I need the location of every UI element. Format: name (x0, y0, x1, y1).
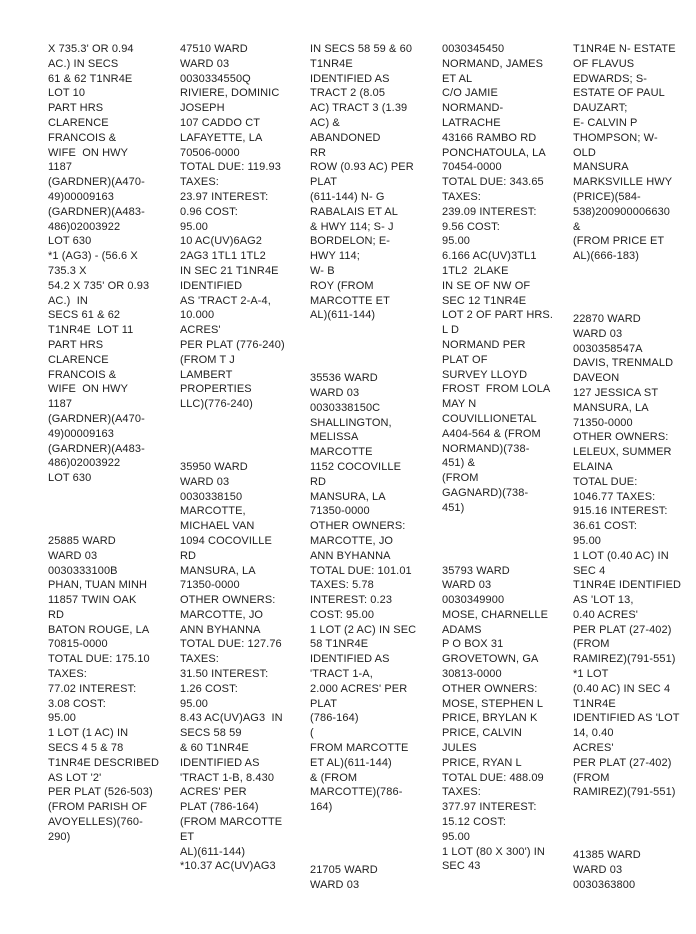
text-line: MANSURA (573, 161, 629, 174)
text-line: RD (310, 475, 327, 488)
text-line: *10.37 AC(UV)AG3 (180, 860, 276, 873)
text-line: LOT 630 (48, 235, 92, 248)
text-line: 3.08 COST: (48, 697, 106, 710)
text-line: 95.00 (180, 220, 209, 233)
text-line: (FROM PARISH OF (48, 801, 148, 814)
text-line: NORMAND)(738- (442, 442, 530, 455)
text-line: AL)(611-144) (310, 309, 376, 322)
text-line: 14, 0.40 (573, 727, 614, 740)
text-line: AL)(666-183) (573, 250, 640, 263)
text-line: PER PLAT (27-402) (573, 756, 672, 769)
text-line: 47510 WARD (180, 43, 248, 55)
text-line: 127 JESSICA ST (573, 386, 659, 399)
text-line: W- B (310, 264, 335, 277)
text-line: IDENTIFIED AS (180, 756, 260, 769)
text-line: LATRACHE (442, 116, 501, 129)
text-line: TAXES: 5.78 (310, 579, 374, 592)
text-line: SECS 61 & 62 (48, 309, 121, 322)
text-line: TRACT 2 (8.05 (310, 87, 386, 100)
text-line: T1NR4E N- ESTATE (573, 43, 676, 55)
text-line: FRANCOIS & (48, 368, 117, 381)
text-line: PART HRS (48, 102, 104, 115)
text-line: TOTAL DUE: 488.09 (442, 771, 544, 784)
text-line: PHAN, TUAN MINH (48, 579, 148, 592)
text-line: MARCOTTE (310, 446, 373, 459)
text-line: 95.00 (48, 712, 77, 725)
text-line: DAVIS, TRENMALD (573, 357, 674, 370)
listing-block (48, 534, 172, 845)
text-line: CLARENCE (48, 353, 109, 366)
text-line: 0030349900 (442, 594, 505, 607)
text-line: ET (180, 830, 195, 843)
text-line: 49)00009163 (48, 190, 114, 203)
text-line: 0030363800 (573, 878, 636, 891)
text-line: WARD 03 (573, 864, 623, 877)
text-line: 1 LOT (0.40 AC) IN (573, 549, 669, 562)
text-line: AC) & (310, 116, 340, 129)
text-line: NORMAND PER (442, 338, 526, 351)
text-line: SECS 58 59 (180, 727, 242, 740)
text-line: 70506-0000 (180, 146, 240, 159)
text-line: LOT 10 (48, 87, 86, 100)
text-line: WARD 03 (442, 579, 492, 592)
text-line: ROW (0.93 AC) PER (310, 161, 414, 174)
text-line: 71350-0000 (573, 416, 633, 429)
text-line: SURVEY LLOYD (442, 368, 528, 381)
text-line: DAUZART; (573, 102, 628, 115)
text-line: MELISSA (310, 431, 359, 444)
text-line: 451) & (442, 457, 476, 470)
text-line: PART HRS (48, 338, 104, 351)
text-line: (GARDNER)(A483- (48, 205, 145, 218)
text-line: ( (310, 727, 314, 740)
text-line: IN SE OF NW OF (442, 279, 531, 292)
text-line: RIVIERE, DOMINIC (180, 87, 280, 100)
text-line: PLAT (310, 176, 338, 189)
text-line: (FROM MARCOTTE (180, 816, 283, 829)
text-line: 1TL2 2LAKE (442, 264, 509, 277)
text-line: 451) (442, 501, 465, 514)
text-line: 41385 WARD (573, 849, 641, 862)
text-line: X 735.3' OR 0.94 (48, 43, 134, 55)
text-line: T1NR4E (310, 57, 353, 70)
text-line: ET AL)(611-144) (310, 756, 392, 769)
text-line: NORMAND, JAMES (442, 57, 544, 70)
text-line: WARD 03 (180, 475, 230, 488)
text-line: 0030338150 (180, 490, 243, 503)
listing-block (48, 42, 172, 486)
text-line: OF FLAVUS (573, 57, 635, 70)
text-line: (786-164) (310, 712, 359, 725)
text-line: PRICE, BRYLAN K (442, 712, 538, 725)
text-line: MANSURA, LA (310, 490, 386, 503)
text-line: 0.40 ACRES' (573, 608, 638, 621)
text-line: 0030338150C (310, 401, 381, 414)
text-line: MAY N (442, 398, 477, 411)
text-line: SEC 4 (573, 564, 606, 577)
text-line: LAMBERT (180, 368, 233, 381)
text-line: COUVILLIONETAL (442, 412, 537, 425)
text-line: IN SECS 58 59 & 60 (310, 43, 413, 55)
text-line: 95.00 (573, 534, 602, 547)
text-line: WIFE ON HWY (48, 146, 129, 159)
text-line: FROST FROM LOLA (442, 383, 551, 396)
text-line: 107 CADDO CT (180, 116, 261, 129)
text-line: OTHER OWNERS: (310, 520, 406, 533)
text-line: PRICE, CALVIN (442, 727, 522, 740)
text-line: CLARENCE (48, 116, 109, 129)
text-line: THOMPSON; W- (573, 131, 658, 144)
text-column-3 (310, 42, 434, 893)
listing-block (573, 848, 696, 892)
text-line: 15.12 COST: (442, 816, 507, 829)
text-line: 1152 COCOVILLE (310, 460, 402, 473)
text-line: 1 LOT (80 X 300') IN (442, 845, 545, 858)
text-column-1 (48, 42, 172, 845)
text-line: 31.50 INTEREST: (180, 668, 269, 681)
text-line: 6.166 AC(UV)3TL1 (442, 250, 537, 263)
text-line: SEC 12 T1NR4E (442, 294, 527, 307)
text-line: 22870 WARD (573, 312, 641, 325)
text-line: MANSURA, LA (573, 401, 649, 414)
text-line: IDENTIFIED AS 'LOT (573, 712, 680, 725)
text-line: 71350-0000 (310, 505, 370, 518)
text-line: WARD 03 (573, 327, 623, 340)
text-line: MARCOTTE, JO (180, 608, 264, 621)
text-line: & HWY 114; S- J (310, 220, 394, 233)
text-line: 70454-0000 (442, 161, 502, 174)
text-line: ROY (FROM (310, 279, 374, 292)
text-line: (FROM (442, 472, 479, 485)
text-line: RAMIREZ)(791-551) (573, 653, 676, 666)
text-line: 2.000 ACRES' PER (310, 682, 408, 695)
text-line: AS 'LOT 13, (573, 594, 634, 607)
text-line: AVOYELLES)(760- (48, 816, 143, 829)
text-line: PER PLAT (776-240) (180, 338, 285, 351)
text-line: 377.97 INTEREST: (442, 801, 537, 814)
text-line: HWY 114; (310, 250, 360, 263)
text-line: PLAT (310, 697, 338, 710)
text-line: 71350-0000 (180, 579, 240, 592)
text-line: ELAINA (573, 460, 613, 473)
text-line: TOTAL DUE: 343.65 (442, 176, 544, 189)
text-line: ACRES' PER (180, 786, 247, 799)
text-line: PER PLAT (526-503) (48, 786, 153, 799)
text-line: IDENTIFIED AS (310, 653, 390, 666)
text-line: PLAT OF (442, 353, 488, 366)
text-line: IDENTIFIED AS (310, 72, 390, 85)
text-line: 0.96 COST: (180, 205, 238, 218)
text-line: OTHER OWNERS: (442, 682, 538, 695)
text-line: JULES (442, 742, 477, 755)
text-line: 54.2 X 735' OR 0.93 (48, 279, 150, 292)
text-line: GROVETOWN, GA (442, 653, 539, 666)
text-line: *1 LOT (573, 668, 609, 681)
text-line: 9.56 COST: (442, 220, 500, 233)
text-line: TAXES: (180, 176, 219, 189)
text-line: L D (442, 324, 460, 337)
text-line: TOTAL DUE: (573, 475, 638, 488)
text-line: 95.00 (180, 697, 209, 710)
text-line: (FROM (573, 638, 610, 651)
text-line: 'TRACT 1-B, 8.430 (180, 771, 275, 784)
text-line: 0030358547A (573, 342, 643, 355)
text-line: *1 (AG3) - (56.6 X (48, 250, 138, 263)
text-line: FROM MARCOTTE (310, 742, 409, 755)
text-line: LELEUX, SUMMER (573, 446, 672, 459)
text-line: MARCOTTE, (180, 505, 246, 518)
text-line: OTHER OWNERS: (180, 594, 276, 607)
text-line: ANN BYHANNA (310, 549, 391, 562)
text-line: LOT 630 (48, 472, 92, 485)
text-line: 1.26 COST: (180, 682, 238, 695)
text-line: TOTAL DUE: 175.10 (48, 653, 150, 666)
text-line: WARD 03 (48, 549, 98, 562)
text-line: BORDELON; E- (310, 235, 391, 248)
text-line: IDENTIFIED (180, 279, 243, 292)
text-line: RD (48, 608, 65, 621)
listing-block (442, 42, 566, 516)
listing-block (573, 42, 696, 264)
text-line: RABALAIS ET AL (310, 205, 399, 218)
text-line: 735.3 X (48, 264, 87, 277)
text-line: SECS 4 5 & 78 (48, 742, 124, 755)
text-line: 538)200900006630 (573, 205, 671, 218)
text-line: & (FROM (310, 771, 358, 784)
text-line: ET AL (442, 72, 473, 85)
text-line: AS LOT '2' (48, 771, 102, 784)
text-line: 10 AC(UV)6AG2 (180, 235, 263, 248)
text-line: 36.61 COST: (573, 520, 638, 533)
text-line: 0030333100B (48, 564, 118, 577)
text-line: (PRICE)(584- (573, 190, 641, 203)
listing-block (310, 863, 434, 893)
text-line: C/O JAMIE (442, 87, 498, 100)
text-line: ANN BYHANNA (180, 623, 261, 636)
text-column-5 (573, 42, 696, 893)
text-line: TAXES: (442, 190, 481, 203)
text-line: 70815-0000 (48, 638, 108, 651)
text-line: 11857 TWIN OAK (48, 594, 137, 607)
text-line: 58 T1NR4E (310, 638, 369, 651)
text-line: T1NR4E DESCRIBED (48, 756, 160, 769)
text-line: TAXES: (48, 668, 87, 681)
text-line: MARKSVILLE HWY (573, 176, 673, 189)
listing-block (180, 460, 304, 874)
text-line: AC) TRACT 3 (1.39 (310, 102, 408, 115)
text-line: 10.000 (180, 309, 215, 322)
text-line: & 60 T1NR4E (180, 742, 249, 755)
text-line: MOSE, CHARNELLE (442, 608, 549, 621)
text-line: 43166 RAMBO RD (442, 131, 537, 144)
text-line: 35793 WARD (442, 564, 510, 577)
listing-block (310, 371, 434, 815)
text-line: MOSE, STEPHEN L (442, 697, 544, 710)
text-line: (0.40 AC) IN SEC 4 (573, 682, 671, 695)
text-line: PROPERTIES (180, 383, 252, 396)
text-line: INTEREST: 0.23 (310, 594, 393, 607)
text-line: 35536 WARD (310, 372, 378, 385)
text-line: 23.97 INTEREST: (180, 190, 269, 203)
text-line: PER PLAT (27-402) (573, 623, 672, 636)
text-line: SEC 43 (442, 860, 481, 873)
text-line: TOTAL DUE: 101.01 (310, 564, 412, 577)
text-line: 0030334550Q (180, 72, 251, 85)
text-line: WIFE ON HWY (48, 383, 129, 396)
text-line: 0030345450 (442, 43, 505, 55)
text-line: JOSEPH (180, 102, 225, 115)
text-line: 77.02 INTEREST: (48, 682, 137, 695)
text-line: T1NR4E (573, 697, 616, 710)
text-line: LLC)(776-240) (180, 398, 253, 411)
text-line: COST: 95.00 (310, 608, 375, 621)
text-line: (FROM T J (180, 353, 235, 366)
text-line: RR (310, 146, 327, 159)
text-line: LOT 2 OF PART HRS. (442, 309, 554, 322)
text-line: EDWARDS; S- (573, 72, 648, 85)
text-line: & (573, 220, 581, 233)
text-line: 915.16 INTEREST: (573, 505, 668, 518)
text-line: TOTAL DUE: 127.76 (180, 638, 282, 651)
text-line: 61 & 62 T1NR4E (48, 72, 133, 85)
text-line: (FROM (573, 771, 610, 784)
text-line: 1187 (48, 161, 73, 174)
text-line: 95.00 (442, 830, 471, 843)
text-line: AS 'TRACT 2-A-4, (180, 294, 271, 307)
text-line: (611-144) N- G (310, 190, 385, 203)
text-line: TAXES: (442, 786, 481, 799)
text-line: TOTAL DUE: 119.93 (180, 161, 281, 174)
text-line: 8.43 AC(UV)AG3 IN (180, 712, 283, 725)
text-line: 1 LOT (2 AC) IN SEC (310, 623, 417, 636)
text-column-4 (442, 42, 566, 874)
text-line: E- CALVIN P (573, 116, 638, 129)
text-line: SHALLINGTON, (310, 416, 392, 429)
text-line: WARD 03 (180, 57, 230, 70)
text-column-2 (180, 42, 304, 874)
text-line: FRANCOIS & (48, 131, 117, 144)
text-line: ESTATE OF PAUL (573, 87, 665, 100)
text-line: ABANDONED (310, 131, 381, 144)
text-line: MARCOTTE)(786- (310, 786, 403, 799)
text-line: MARCOTTE, JO (310, 534, 394, 547)
text-line: DAVEON (573, 372, 620, 385)
text-line: T1NR4E IDENTIFIED (573, 579, 682, 592)
text-line: WARD 03 (310, 878, 360, 891)
text-line: ADAMS (442, 623, 482, 636)
listing-block (310, 42, 434, 323)
text-line: 21705 WARD (310, 864, 378, 877)
text-line: MARCOTTE ET (310, 294, 390, 307)
listing-block (180, 42, 304, 412)
text-line: 35950 WARD (180, 460, 248, 473)
text-line: 1046.77 TAXES: (573, 490, 656, 503)
text-line: OTHER OWNERS: (573, 431, 669, 444)
text-line: 30813-0000 (442, 668, 502, 681)
text-line: 95.00 (442, 235, 471, 248)
text-line: RD (180, 549, 197, 562)
text-line: P O BOX 31 (442, 638, 504, 651)
text-line: 290) (48, 830, 71, 843)
text-line: 1 LOT (1 AC) IN (48, 727, 129, 740)
text-line: (GARDNER)(A483- (48, 442, 145, 455)
text-line: 1187 (48, 398, 73, 411)
text-line: 49)00009163 (48, 427, 114, 440)
text-line: 239.09 INTEREST: (442, 205, 537, 218)
text-line: BATON ROUGE, LA (48, 623, 150, 636)
text-line: 'TRACT 1-A, (310, 668, 373, 681)
listing-block (573, 312, 696, 800)
text-line: PLAT (786-164) (180, 801, 259, 814)
text-line: TAXES: (180, 653, 219, 666)
text-line: (GARDNER)(A470- (48, 412, 145, 425)
text-line: MICHAEL VAN (180, 520, 255, 533)
listing-block (442, 564, 566, 875)
text-line: LAFAYETTE, LA (180, 131, 263, 144)
text-line: GAGNARD)(738- (442, 486, 529, 499)
text-line: T1NR4E LOT 11 (48, 324, 134, 337)
text-line: AL)(611-144) (180, 845, 246, 858)
text-line: PONCHATOULA, LA (442, 146, 546, 159)
text-line: RAMIREZ)(791-551) (573, 786, 676, 799)
text-line: OLD (573, 146, 596, 159)
text-line: AC.) IN (48, 294, 88, 307)
text-line: 2AG3 1TL1 1TL2 (180, 250, 266, 263)
text-line: PRICE, RYAN L (442, 756, 522, 769)
text-line: 486)02003922 (48, 220, 121, 233)
text-line: IN SEC 21 T1NR4E (180, 264, 279, 277)
text-line: (GARDNER)(A470- (48, 176, 145, 189)
text-line: AC.) IN SECS (48, 57, 119, 70)
text-line: MANSURA, LA (180, 564, 256, 577)
text-line: (FROM PRICE ET (573, 235, 665, 248)
text-line: 25885 WARD (48, 534, 116, 547)
text-line: WARD 03 (310, 386, 360, 399)
text-line: ACRES' (180, 324, 221, 337)
text-line: 164) (310, 801, 333, 814)
text-line: 1094 COCOVILLE (180, 534, 272, 547)
text-line: ACRES' (573, 742, 614, 755)
text-line: NORMAND- (442, 102, 504, 115)
text-line: 486)02003922 (48, 457, 121, 470)
text-line: A404-564 & (FROM (442, 427, 541, 440)
